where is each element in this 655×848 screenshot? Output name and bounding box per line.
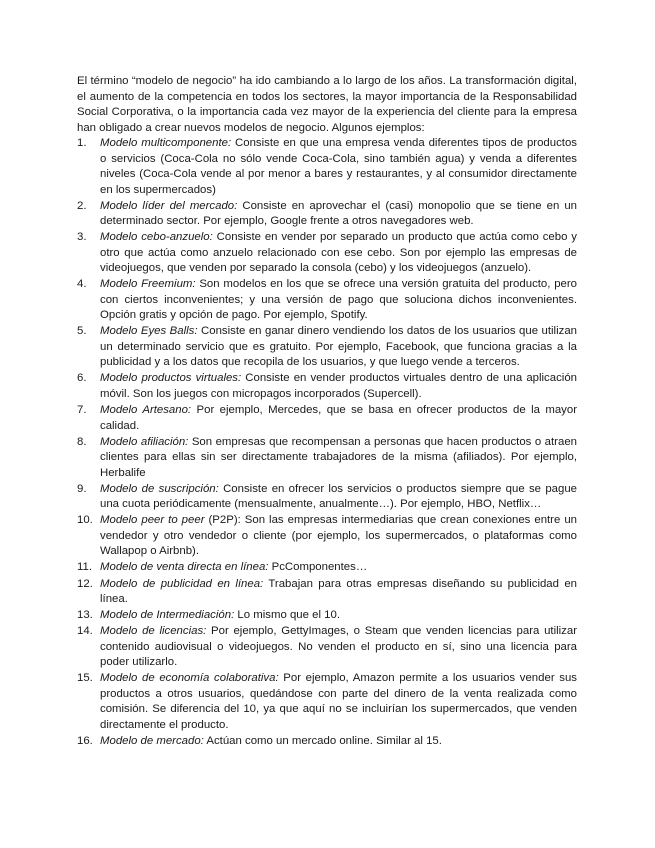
document-page (77, 74, 577, 750)
item-text: Consiste en que una empresa venda diferentes tipos de productos o servicios (Coca-Cola no sólo vende Coca-Cola, sino también agua) y venda a diferentes niveles (Coca-Cola vende al por menor a bares y restaurantes, y al consumidor directamente en los supermercados) (100, 137, 577, 196)
item-name: Modelo líder del mercado: (100, 199, 238, 212)
item-text: (P2P): Son las empresas intermediarias que crean conexiones entre un vendedor y otro vendedor o cliente (por ejemplo, los supermercados, o plataformas como Wallapop o Airbnb). (100, 514, 577, 558)
item-number: 1. (77, 137, 87, 149)
list-item (77, 608, 577, 624)
list-item (77, 435, 577, 482)
item-text: Lo mismo que el 10. (234, 609, 340, 622)
list-item (77, 324, 577, 371)
list-item (77, 624, 577, 671)
item-number: 8. (77, 435, 87, 448)
item-number: 15. (77, 672, 93, 685)
item-name: Modelo cebo-anzuelo: (100, 231, 213, 244)
item-number: 16. (77, 734, 93, 747)
item-text: Por ejemplo, Amazon permite a los usuarios vender sus productos a otros usuarios, quedándose con parte del dinero de la venta realizada como comisión. Se diferencia del 10, ya que aquí no se incluirían los supermercados, que venden directamente el producto. (100, 672, 577, 731)
item-name: Modelo de Intermediación: (100, 609, 235, 622)
list-item (77, 482, 577, 513)
item-number: 4. (77, 278, 87, 291)
list-item (77, 560, 577, 576)
item-number: 12. (77, 577, 93, 590)
item-number: 10. (77, 514, 93, 527)
list-item (77, 513, 577, 560)
item-text: Consiste en vender productos virtuales dentro de una aplicación móvil. Son los juegos con micropagos incorporados (Supercell). (100, 372, 577, 400)
intro-paragraph: El término “modelo de negocio” ha ido cambiando a lo largo de los años. La transformación digital, el aumento de la competencia en todos los sectores, la mayor importancia de la Responsabilidad Social Corporativa, o la importancia cada vez mayor de la experiencia del cliente para la empresa han obligado a crear nuevos modelos de negocio. Algunos ejemplos: (77, 75, 577, 134)
item-name: Modelo Artesano: (100, 404, 192, 417)
item-name: Modelo de suscripción: (100, 482, 219, 495)
item-number: 3. (77, 231, 87, 244)
item-name: Modelo multicomponente: (100, 137, 232, 149)
item-text: Consiste en ganar dinero vendiendo los datos de los usuarios que utilizan un determinado servicio que es gratuito. Por ejemplo, Facebook, que funciona gracias a la publicidad y a los datos que recopila de los usuarios, y que luego vende a terceros. (100, 325, 577, 369)
list-item (77, 403, 577, 434)
item-name: Modelo productos virtuales: (100, 372, 242, 385)
item-text: Son empresas que recompensan a personas que hacen productos o atraen clientes para ellas sin ser directamente trabajadores de la misma (afiliados). Por ejemplo, Herbalife (100, 435, 577, 479)
item-number: 2. (77, 199, 87, 212)
item-text: Por ejemplo, Mercedes, que se basa en ofrecer productos de la mayor calidad. (100, 404, 578, 432)
item-text: Actúan como un mercado online. Similar al 15. (203, 734, 442, 747)
item-name: Modelo Freemium: (100, 278, 196, 291)
item-number: 13. (77, 609, 93, 622)
item-text: Trabajan para otras empresas diseñando su publicidad en línea. (100, 577, 577, 606)
list-item (77, 230, 577, 277)
item-text: Por ejemplo, GettyImages, o Steam que venden licencias para utilizar contenido audiovisual o videojuegos. No venden el producto en sí, sino una licencia para poder utilizarlo. (100, 625, 577, 669)
list-item (77, 199, 577, 230)
list-item (77, 371, 577, 402)
item-name: Modelo de mercado: (100, 734, 204, 747)
item-name: Modelo de publicidad en línea: (100, 577, 264, 590)
item-text: PcComponentes… (268, 561, 368, 574)
item-number: 11. (77, 561, 92, 574)
item-text: Consiste en aprovechar el (casi) monopolio que se tiene en un determinado sector. Por ejemplo, Google frente a otros navegadores web. (100, 199, 577, 228)
item-name: Modelo Eyes Balls: (100, 325, 198, 338)
item-number: 7. (77, 404, 87, 417)
list-item (77, 671, 577, 733)
list-item (77, 277, 577, 324)
list-item (77, 734, 577, 750)
item-name: Modelo de economía colaborativa: (100, 672, 279, 685)
item-name: Modelo peer to peer (100, 514, 205, 527)
item-number: 9. (77, 482, 87, 495)
list-item (77, 577, 577, 608)
item-text: Consiste en vender por separado un producto que actúa como cebo y otro que actúa como anzuelo relacionado con ese cebo. Son por ejemplo las empresas de videojuegos, que venden por separado la consola (cebo) y los videojuegos (anzuelo). (100, 231, 577, 275)
list-item (77, 136, 577, 198)
item-number: 5. (77, 325, 87, 338)
item-text: Consiste en ofrecer los servicios o productos siempre que se pague una cuota periódicamente (mensualmente, anualmente…). Por ejemplo, HBO, Netflix… (100, 482, 577, 511)
item-name: Modelo afiliación: (100, 435, 189, 448)
business-models-list (77, 136, 577, 749)
item-name: Modelo de licencias: (100, 625, 207, 638)
item-name: Modelo de venta directa en línea: (100, 561, 269, 574)
item-number: 14. (77, 625, 93, 638)
item-number: 6. (77, 372, 87, 385)
item-text: Son modelos en los que se ofrece una versión gratuita del producto, pero con ciertos inconvenientes; y una versión de pago que soluciona dichos inconvenientes. Opción gratis y opción de pago. Por ejemplo, Spotify. (100, 278, 577, 322)
